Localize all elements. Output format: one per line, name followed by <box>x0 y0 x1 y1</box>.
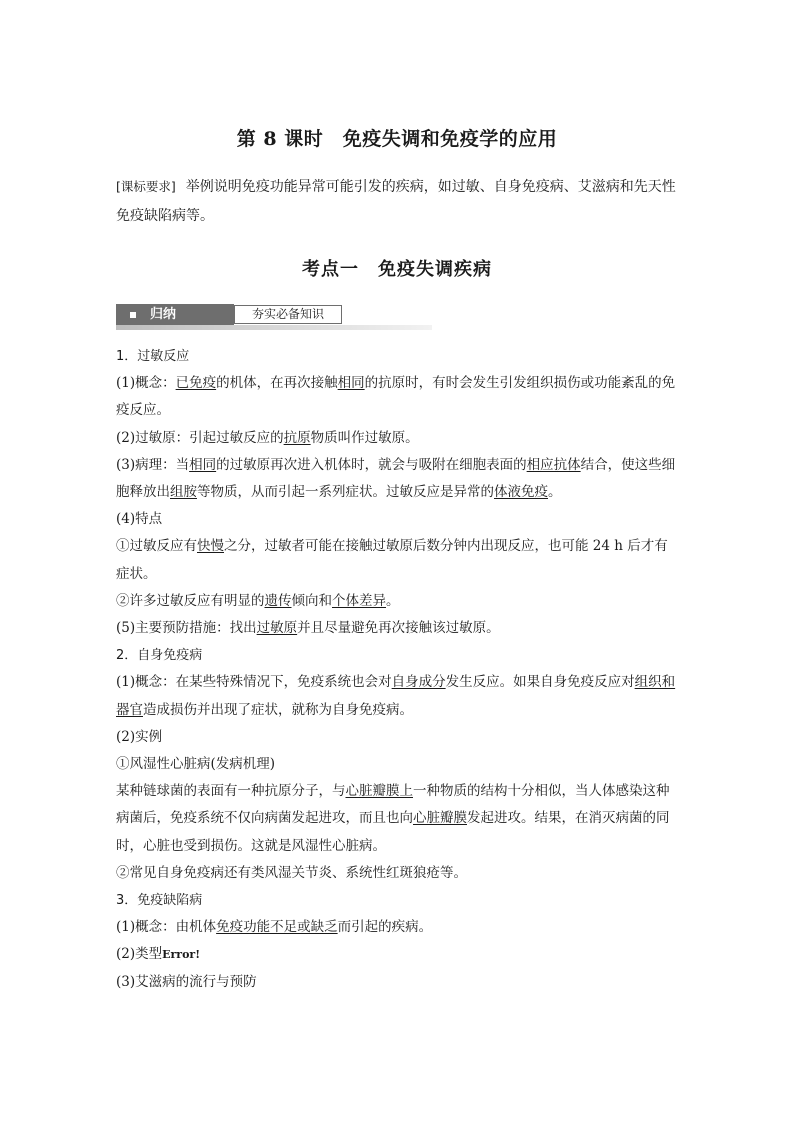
immunodeficiency-types: (2)类型Error! <box>116 946 201 963</box>
heading-immunodeficiency: 3．免疫缺陷病 <box>116 893 203 909</box>
examples-heading: (2)实例 <box>116 728 163 745</box>
autoimmune-concept: (1)概念：在某些特殊情况下，免疫系统也会对自身成分发生反应。如果自身免疫反应对组织和器官造成损伤并出现了症状，就称为自身免疫病。 <box>116 674 676 718</box>
lesson-title: 第 8 课时 免疫失调和免疫学的应用 <box>236 128 558 150</box>
document-body <box>116 343 678 996</box>
common-autoimmune: ②常见自身免疫病还有类风湿关节炎、系统性红斑狼疮等。 <box>116 864 467 881</box>
prevention: (5)主要预防措施：找出过敏原并且尽量避免再次接触该过敏原。 <box>116 620 500 637</box>
heading-allergy: 1．过敏反应 <box>116 349 190 364</box>
summary-banner <box>116 304 432 330</box>
standard-tag: [课标要求] <box>116 179 176 194</box>
allergen-definition: (2)过敏原：引起过敏反应的抗原物质叫作过敏原。 <box>116 429 419 446</box>
square-bullet-icon <box>130 312 136 318</box>
aids-heading: (3)艾滋病的流行与预防 <box>116 973 257 990</box>
features-heading: (4)特点 <box>116 511 163 528</box>
immunodeficiency-concept: (1)概念：由机体免疫功能不足或缺乏而引起的疾病。 <box>116 919 433 936</box>
banner-left <box>116 304 234 325</box>
feature-1: ①过敏反应有快慢之分，过敏者可能在接触过敏原后数分钟内出现反应，也可能 24 h 后才有症状。 <box>116 538 668 582</box>
rheumatic-heading: ①风湿性心脏病(发病机理) <box>116 756 276 773</box>
allergy-pathology: (3)病理：当相同的过敏原再次进入机体时，就会与吸附在细胞表面的相应抗体结合，使这些细胞释放出组胺等物质，从而引起一系列症状。过敏反应是异常的体液免疫。 <box>116 456 676 501</box>
feature-2: ②许多过敏反应有明显的遗传倾向和个体差异。 <box>116 592 400 609</box>
curriculum-standard <box>116 172 678 231</box>
banner-right-label: 夯实必备知识 <box>234 305 342 324</box>
section-title: 考点一 免疫失调疾病 <box>302 259 492 280</box>
banner-fade-bar <box>116 325 432 330</box>
banner-left-label: 归纳 <box>150 307 177 322</box>
rheumatic-mechanism: 某种链球菌的表面有一种抗原分子，与心脏瓣膜上一种物质的结构十分相似，当人体感染这种病菌后，免疫系统不仅向病菌发起进攻，而且也向心脏瓣膜发起进攻。结果，在消灭病菌的同时，心脏也受到损伤。这就是风湿性心脏病。 <box>116 783 670 854</box>
heading-autoimmune: 2．自身免疫病 <box>116 648 203 664</box>
allergy-concept: (1)概念：已免疫的机体，在再次接触相同的抗原时，有时会发生引发组织损伤或功能紊乱的免疫反应。 <box>116 375 676 419</box>
standard-text: 举例说明免疫功能异常可能引发的疾病，如过敏、自身免疫病、艾滋病和先天性免疫缺陷病等。 <box>116 179 676 224</box>
error-marker: Error! <box>162 948 201 962</box>
